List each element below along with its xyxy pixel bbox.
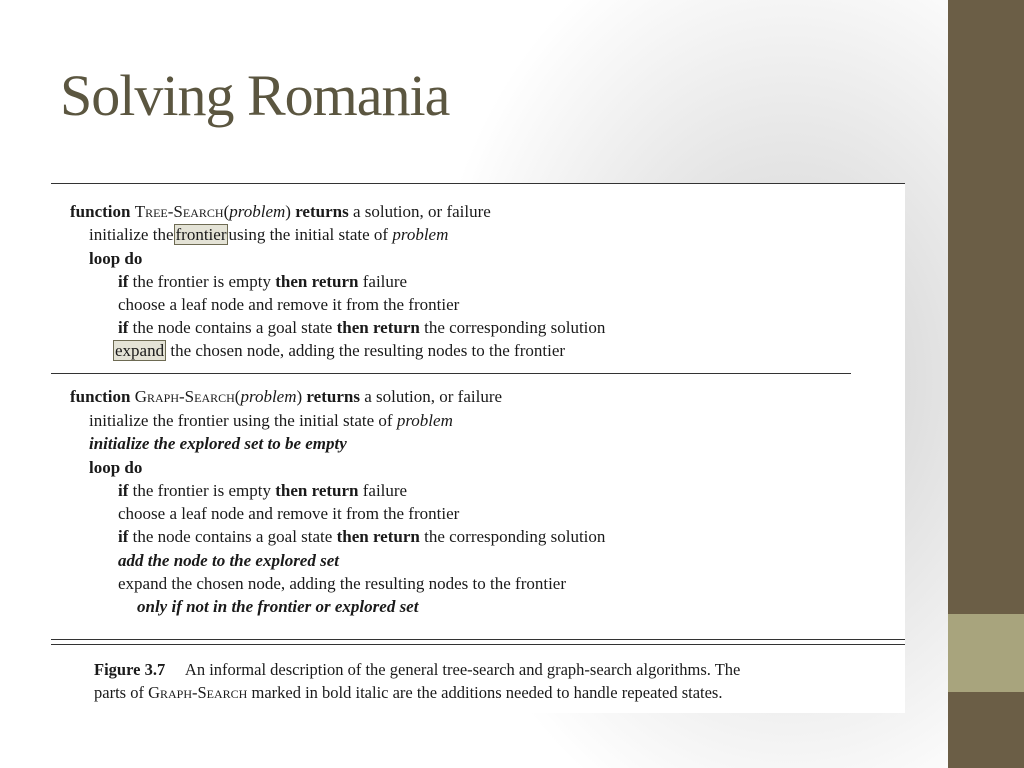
condition-text: the node contains a goal state <box>132 318 333 337</box>
graph-search-only-if: only if not in the frontier or explored set <box>137 597 419 616</box>
function-name: Graph-Search <box>134 387 235 406</box>
returns-text: a solution, or failure <box>364 387 503 406</box>
keyword-if: if <box>118 272 129 291</box>
paren-close: ) <box>285 202 291 221</box>
graph-search-init-explored: initialize the explored set to be empty <box>89 434 347 453</box>
graph-search-if-goal <box>118 527 605 547</box>
graph-search-init <box>89 411 453 431</box>
graph-search-signature <box>70 387 502 407</box>
caption-function-name: Graph-Search <box>148 683 248 702</box>
graph-search-if-empty <box>118 481 407 501</box>
return-value: failure <box>362 272 408 291</box>
keyword-then-return: then return <box>336 318 420 337</box>
caption-text: parts of <box>94 683 144 702</box>
expand-highlight-box: expand <box>115 341 165 360</box>
param-problem: problem <box>392 225 449 244</box>
tree-search-if-goal <box>118 318 605 338</box>
keyword-returns: returns <box>306 387 360 406</box>
param-problem: problem <box>229 202 286 221</box>
figure-caption-line-2 <box>94 681 722 704</box>
graph-search-add-explored: add the node to the explored set <box>118 551 339 570</box>
keyword-if: if <box>118 527 129 546</box>
param-problem: problem <box>396 411 453 430</box>
keyword-returns: returns <box>295 202 349 221</box>
keyword-then-return: then return <box>275 481 359 500</box>
keyword-function: function <box>70 202 131 221</box>
tree-search-choose: choose a leaf node and remove it from the frontier <box>118 295 460 314</box>
init-suffix: using the initial state of <box>228 225 389 244</box>
slide-title: Solving Romania <box>60 63 450 128</box>
tree-search-init <box>89 225 448 245</box>
init-prefix: initialize the <box>89 225 174 244</box>
return-value: the corresponding solution <box>424 527 606 546</box>
function-name: Tree-Search <box>134 202 224 221</box>
keyword-if: if <box>118 481 129 500</box>
keyword-if: if <box>118 318 129 337</box>
condition-text: the node contains a goal state <box>132 527 333 546</box>
condition-text: the frontier is empty <box>132 272 271 291</box>
paren-open: ( <box>234 387 241 406</box>
tree-search-expand <box>113 341 565 361</box>
expand-text: the chosen node, adding the resulting nodes to the frontier <box>170 341 566 360</box>
graph-search-choose: choose a leaf node and remove it from the frontier <box>118 504 460 523</box>
condition-text: the frontier is empty <box>132 481 271 500</box>
init-text: initialize the frontier using the initial state of <box>89 411 393 430</box>
caption-rule-bottom <box>51 644 905 645</box>
decorative-side-bar-accent <box>948 614 1024 692</box>
caption-text: marked in bold italic are the additions needed to handle repeated states. <box>251 683 723 702</box>
figure-label: Figure 3.7 <box>94 660 166 679</box>
tree-search-signature <box>70 202 491 222</box>
tree-search-if-empty <box>118 272 407 292</box>
frontier-highlight-box: frontier <box>175 225 227 244</box>
middle-rule <box>51 373 851 374</box>
return-value: failure <box>362 481 408 500</box>
return-value: the corresponding solution <box>424 318 606 337</box>
caption-text: An informal description of the general tree-search and graph-search algorithms. The <box>184 660 741 679</box>
keyword-then-return: then return <box>336 527 420 546</box>
algorithm-figure <box>51 183 905 713</box>
paren-close: ) <box>296 387 303 406</box>
caption-rule-top <box>51 639 905 640</box>
param-problem: problem <box>240 387 297 406</box>
figure-caption-line-1 <box>94 658 740 681</box>
top-rule <box>51 183 905 184</box>
graph-search-expand: expand the chosen node, adding the resulting nodes to the frontier <box>118 574 567 593</box>
returns-text: a solution, or failure <box>352 202 491 221</box>
paren-open: ( <box>223 202 230 221</box>
keyword-function: function <box>70 387 131 406</box>
tree-search-loop: loop do <box>89 249 143 268</box>
keyword-then-return: then return <box>275 272 359 291</box>
graph-search-loop: loop do <box>89 458 143 477</box>
